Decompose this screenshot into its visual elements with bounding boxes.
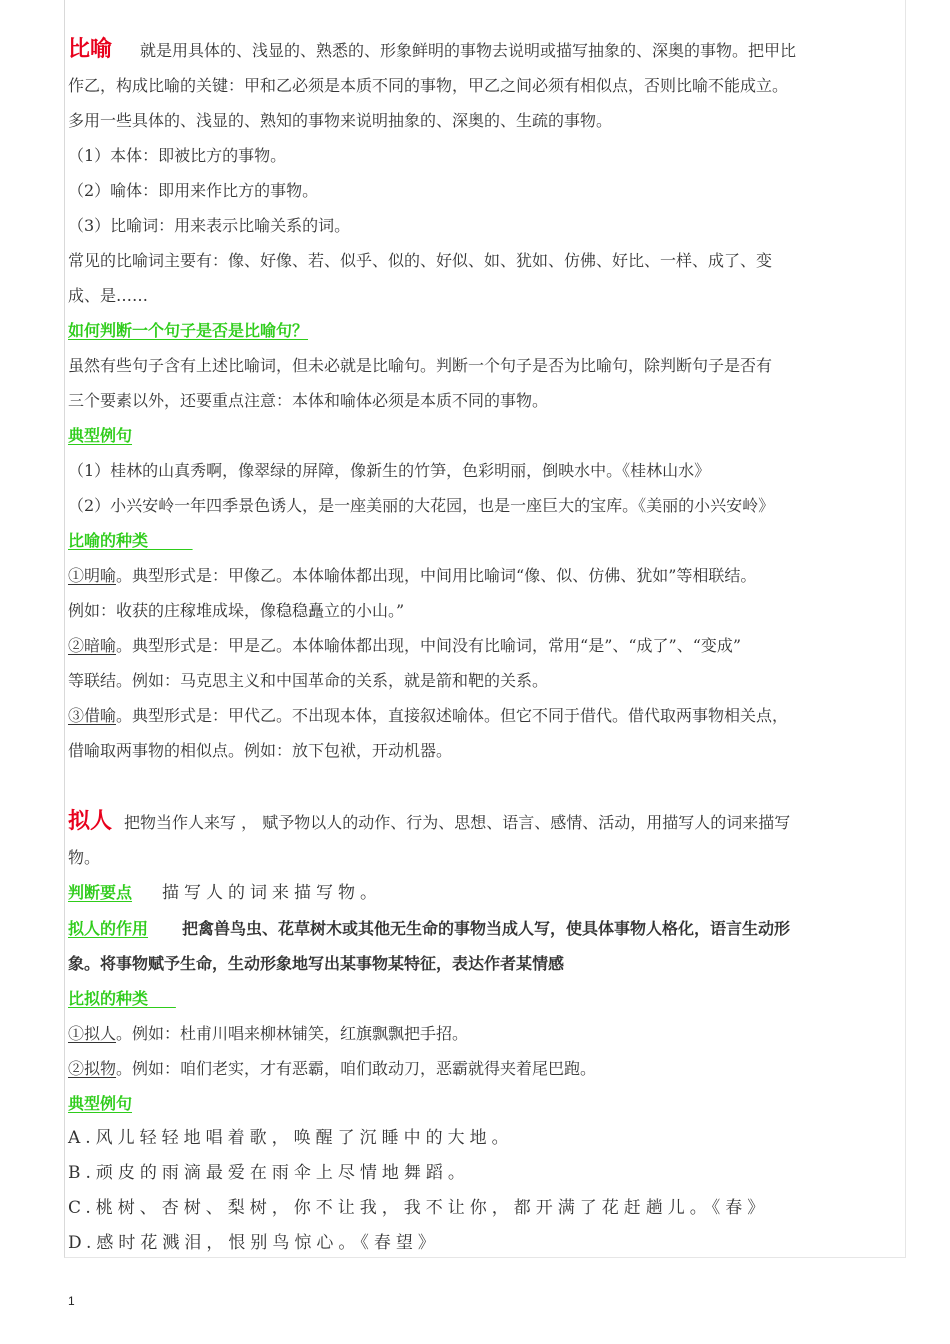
personification-key-line [68,875,868,911]
personification-effect-heading: 拟人的作用 [68,919,149,938]
metaphor-element-tenor: （1）本体：即被比方的事物。 [68,146,287,165]
metaphor-type-borrowed-text: 。典型形式是：甲代乙。不出现本体，直接叙述喻体。但它不同于借代。借代取两事物相关点， [116,706,789,725]
metaphor-judge-line-1: 虽然有些句子含有上述比喻词，但未必就是比喻句。判断一个句子是否为比喻句，除判断句子是否有 [68,356,773,375]
personification-type-human-text: 。例如：杜甫川唱来柳林铺笑，红旗飘飘把手招。 [116,1024,469,1043]
personification-type-object-text: 。例如：咱们老实，才有恶霸，咱们敢动刀，恶霸就得夹着尾巴跑。 [116,1059,597,1078]
metaphor-section [68,32,868,768]
personification-type-human-name: ①拟人 [68,1024,117,1043]
metaphor-judge-line-2: 三个要素以外，还要重点注意：本体和喻体必须是本质不同的事物。 [68,391,549,410]
metaphor-types-heading-text: 比喻的种类 [68,531,149,550]
metaphor-type-simile-text: 。典型形式是：甲像乙。本体喻体都出现，中间用比喻词“像、似、仿佛、犹如”等相联结。 [116,566,757,585]
metaphor-examples-heading: 典型例句 [68,426,133,445]
personification-types-heading [68,981,868,1016]
personification-intro-text-1: 把物当作人来写 ， 赋予物以人的动作、行为、思想、语言、感情、活动，用描写人的词来描写 [124,813,791,832]
personification-example-b: B.顽皮的雨滴最爱在雨伞上尽情地舞蹈。 [68,1163,470,1183]
personification-example-a: A.风儿轻轻地唱着歌，唤醒了沉睡中的大地。 [68,1128,514,1148]
personification-types-heading-text: 比拟的种类 [68,989,149,1008]
personification-example-d: D.感时花溅泪，恨别鸟惊心。《春望》 [68,1233,440,1253]
metaphor-type-borrowed-name: ③借喻 [68,706,117,725]
personification-intro-line-1 [68,804,868,840]
metaphor-type-simile-name: ①明喻 [68,566,117,585]
metaphor-title: 比喻 [68,36,113,62]
metaphor-type-implicit-line-1 [68,628,868,663]
personification-effect-line-1 [68,911,868,946]
metaphor-type-simile-line-1 [68,558,868,593]
metaphor-type-borrowed-line-1 [68,698,868,733]
personification-intro-line-2: 物。 [68,848,101,867]
metaphor-element-marker: （3）比喻词：用来表示比喻关系的词。 [68,216,351,235]
metaphor-example-1: （1）桂林的山真秀啊，像翠绿的屏障，像新生的竹笋，色彩明丽，倒映水中。《桂林山水》 [68,461,711,480]
page-number: 1 [68,1294,75,1308]
metaphor-types-heading [68,523,868,558]
metaphor-type-borrowed-line-2: 借喻取两事物的相似点。例如：放下包袱，开动机器。 [68,741,453,760]
personification-example-c: C.桃树、杏树、梨树，你不让我，我不让你，都开满了花赶趟儿。《春》 [68,1198,770,1218]
metaphor-type-implicit-name: ②暗喻 [68,636,117,655]
personification-type-human [68,1016,868,1051]
metaphor-element-vehicle: （2）喻体：即用来作比方的事物。 [68,181,319,200]
personification-title: 拟人 [68,808,113,834]
personification-examples-heading: 典型例句 [68,1094,133,1113]
personification-type-object-name: ②拟物 [68,1059,117,1078]
metaphor-intro-line-3: 多用一些具体的、浅显的、熟知的事物来说明抽象的、深奥的、生疏的事物。 [68,111,613,130]
metaphor-common-words-line-1: 常见的比喻词主要有：像、好像、若、似乎、似的、好似、如、犹如、仿佛、好比、一样、成了、变 [68,251,773,270]
metaphor-intro-line-1 [68,32,868,68]
personification-key-text: 描写人的词来描写物。 [162,883,383,903]
metaphor-judge-heading: 如何判断一个句子是否是比喻句？ [68,321,309,340]
metaphor-example-2: （2）小兴安岭一年四季景色诱人，是一座美丽的大花园，也是一座巨大的宝库。《美丽的小兴安岭》 [68,496,775,515]
personification-key-heading: 判断要点 [68,883,133,902]
personification-section [68,804,868,1261]
personification-type-object [68,1051,868,1086]
metaphor-intro-line-2: 作乙，构成比喻的关键：甲和乙必须是本质不同的事物，甲乙之间必须有相似点，否则比喻不能成立。 [68,76,789,95]
personification-effect-line-2: 象。将事物赋予生命，生动形象地写出某事物某特征，表达作者某情感 [68,954,565,973]
metaphor-common-words-line-2: 成、是…… [68,286,149,305]
metaphor-type-simile-line-2: 例如：收获的庄稼堆成垛，像稳稳矗立的小山。” [68,601,405,620]
metaphor-intro-text-1: 就是用具体的、浅显的、熟悉的、形象鲜明的事物去说明或描写抽象的、深奥的事物。把甲比 [140,41,797,60]
metaphor-type-implicit-text: 。典型形式是：甲是乙。本体喻体都出现，中间没有比喻词，常用“是”、“成了”、“变成” [116,636,742,655]
section-spacer [68,768,868,804]
personification-effect-text-1: 把禽兽鸟虫、花草树木或其他无生命的事物当成人写，使具体事物人格化，语言生动形 [182,919,791,938]
document-body [68,32,868,1261]
metaphor-type-implicit-line-2: 等联结。例如：马克思主义和中国革命的关系，就是箭和靶的关系。 [68,671,549,690]
